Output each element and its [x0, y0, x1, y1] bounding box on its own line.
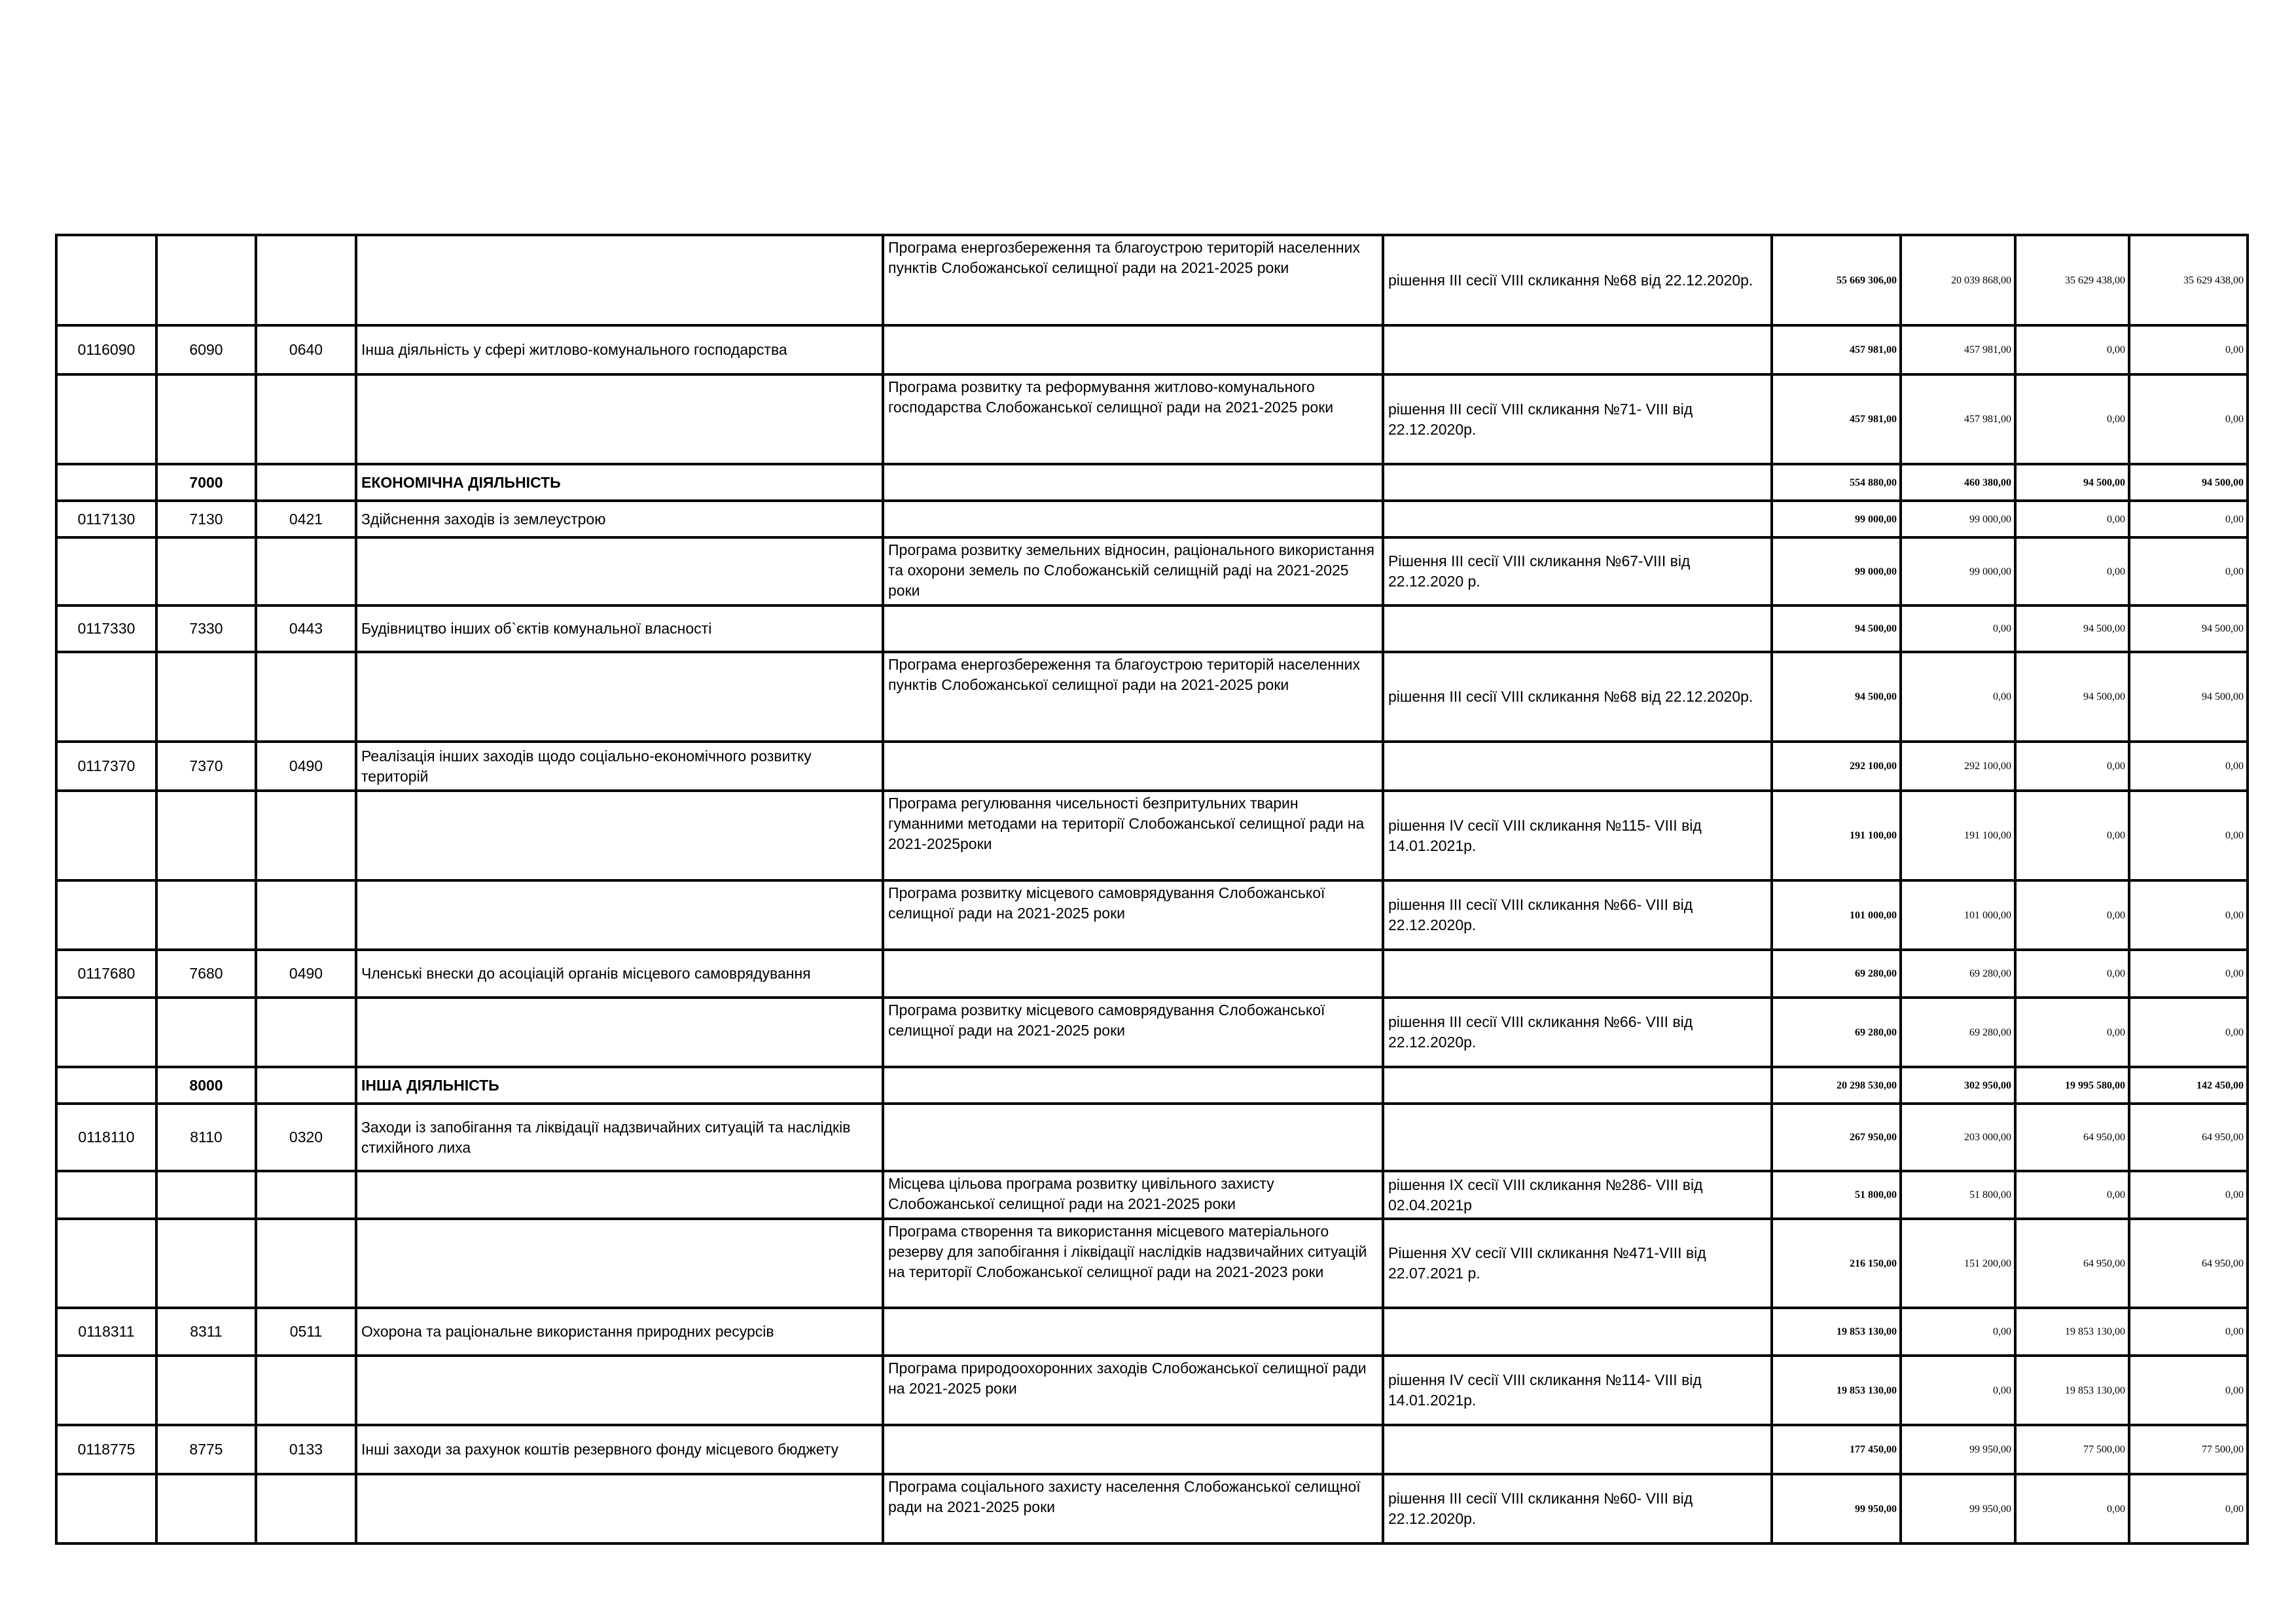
program-code-cell — [56, 880, 156, 950]
classification-code-cell: 0133 — [256, 1425, 356, 1474]
classification-code-cell: 0421 — [256, 501, 356, 537]
program-code-cell — [56, 791, 156, 880]
target-program-cell: Програма соціального захисту населення Слобожанської селищної ради на 2021-2025 роки — [883, 1474, 1383, 1543]
program-name-cell: Інша діяльність у сфері житлово-комунального господарства — [356, 325, 883, 374]
special-fund-cell: 94 500,00 — [2015, 652, 2129, 742]
target-program-cell — [883, 1425, 1383, 1474]
program-name-cell — [356, 880, 883, 950]
general-fund-cell: 20 039 868,00 — [1901, 235, 2015, 325]
classification-code-cell — [256, 464, 356, 501]
program-name-cell — [356, 235, 883, 325]
general-fund-cell: 302 950,00 — [1901, 1067, 2015, 1104]
target-program-cell — [883, 464, 1383, 501]
classification-code-cell — [256, 791, 356, 880]
decision-cell — [1383, 605, 1772, 652]
program-code-cell — [56, 464, 156, 501]
program-code-cell: 0117680 — [56, 950, 156, 998]
special-fund-cell: 0,00 — [2015, 374, 2129, 464]
function-code-cell: 8110 — [156, 1104, 256, 1171]
function-code-cell — [156, 537, 256, 605]
development-budget-cell: 64 950,00 — [2129, 1104, 2248, 1171]
development-budget-cell: 0,00 — [2129, 325, 2248, 374]
development-budget-cell: 0,00 — [2129, 1171, 2248, 1219]
table-row — [56, 1474, 2248, 1543]
decision-cell: рішення ІІІ сесії VІІІ скликання №60- VІІІ від 22.12.2020р. — [1383, 1474, 1772, 1543]
program-code-cell — [56, 1171, 156, 1219]
table-row — [56, 998, 2248, 1067]
target-program-cell — [883, 742, 1383, 791]
table-row — [56, 1308, 2248, 1356]
total-amount-cell: 177 450,00 — [1772, 1425, 1901, 1474]
classification-code-cell: 0511 — [256, 1308, 356, 1356]
table-row — [56, 1171, 2248, 1219]
function-code-cell — [156, 791, 256, 880]
program-code-cell: 0118311 — [56, 1308, 156, 1356]
program-name-cell: Членські внески до асоціацій органів місцевого самоврядування — [356, 950, 883, 998]
general-fund-cell: 457 981,00 — [1901, 374, 2015, 464]
special-fund-cell: 35 629 438,00 — [2015, 235, 2129, 325]
target-program-cell: Місцева цільова програма розвитку цивільного захисту Слобожанської селищної ради на 2021-2025 роки — [883, 1171, 1383, 1219]
special-fund-cell: 0,00 — [2015, 537, 2129, 605]
classification-code-cell — [256, 1067, 356, 1104]
program-name-cell: Реалізація інших заходів щодо соціально-економічного розвитку територій — [356, 742, 883, 791]
decision-cell — [1383, 325, 1772, 374]
classification-code-cell: 0490 — [256, 742, 356, 791]
special-fund-cell: 77 500,00 — [2015, 1425, 2129, 1474]
program-name-cell: ЕКОНОМІЧНА ДІЯЛЬНІСТЬ — [356, 464, 883, 501]
total-amount-cell: 99 950,00 — [1772, 1474, 1901, 1543]
target-program-cell: Програма розвитку та реформування житлово-комунального господарства Слобожанської селищної ради на 2021-2025 роки — [883, 374, 1383, 464]
total-amount-cell: 51 800,00 — [1772, 1171, 1901, 1219]
general-fund-cell: 99 000,00 — [1901, 501, 2015, 537]
classification-code-cell — [256, 1356, 356, 1425]
classification-code-cell — [256, 537, 356, 605]
general-fund-cell: 457 981,00 — [1901, 325, 2015, 374]
function-code-cell — [156, 652, 256, 742]
program-name-cell — [356, 791, 883, 880]
target-program-cell: Програма створення та використання місцевого матеріального резерву для запобігання і ліквідації наслідків надзвичайних ситуацій на території Слобожанської селищної ради на 2021-2023 роки — [883, 1219, 1383, 1308]
program-code-cell — [56, 1356, 156, 1425]
special-fund-cell: 0,00 — [2015, 1474, 2129, 1543]
classification-code-cell: 0490 — [256, 950, 356, 998]
function-code-cell — [156, 235, 256, 325]
classification-code-cell: 0320 — [256, 1104, 356, 1171]
development-budget-cell: 64 950,00 — [2129, 1219, 2248, 1308]
development-budget-cell: 0,00 — [2129, 950, 2248, 998]
special-fund-cell: 94 500,00 — [2015, 464, 2129, 501]
program-code-cell: 0117130 — [56, 501, 156, 537]
general-fund-cell: 151 200,00 — [1901, 1219, 2015, 1308]
special-fund-cell: 0,00 — [2015, 791, 2129, 880]
decision-cell — [1383, 464, 1772, 501]
program-code-cell — [56, 235, 156, 325]
total-amount-cell: 191 100,00 — [1772, 791, 1901, 880]
decision-cell: рішення ІІІ сесії VІІІ скликання №66- VІІІ від 22.12.2020р. — [1383, 998, 1772, 1067]
special-fund-cell: 64 950,00 — [2015, 1219, 2129, 1308]
decision-cell — [1383, 1067, 1772, 1104]
development-budget-cell: 0,00 — [2129, 791, 2248, 880]
target-program-cell — [883, 1104, 1383, 1171]
special-fund-cell: 19 995 580,00 — [2015, 1067, 2129, 1104]
function-code-cell: 8775 — [156, 1425, 256, 1474]
function-code-cell: 7680 — [156, 950, 256, 998]
table-row — [56, 605, 2248, 652]
decision-cell: рішення ІІІ сесії VІІІ скликання №71- VІІІ від 22.12.2020р. — [1383, 374, 1772, 464]
special-fund-cell: 0,00 — [2015, 880, 2129, 950]
development-budget-cell: 94 500,00 — [2129, 652, 2248, 742]
program-name-cell: Будівництво інших об`єктів комунальної власності — [356, 605, 883, 652]
program-name-cell — [356, 1356, 883, 1425]
target-program-cell: Програма розвитку місцевого самоврядування Слобожанської селищної ради на 2021-2025 роки — [883, 880, 1383, 950]
decision-cell: рішення ІІІ сесії VІІІ скликання №66- VІІІ від 22.12.2020р. — [1383, 880, 1772, 950]
program-name-cell: Охорона та раціональне використання природних ресурсів — [356, 1308, 883, 1356]
decision-cell — [1383, 1425, 1772, 1474]
table-row — [56, 742, 2248, 791]
target-program-cell — [883, 325, 1383, 374]
total-amount-cell: 94 500,00 — [1772, 652, 1901, 742]
classification-code-cell — [256, 652, 356, 742]
development-budget-cell: 0,00 — [2129, 1356, 2248, 1425]
program-name-cell — [356, 537, 883, 605]
total-amount-cell: 19 853 130,00 — [1772, 1356, 1901, 1425]
total-amount-cell: 55 669 306,00 — [1772, 235, 1901, 325]
function-code-cell — [156, 1356, 256, 1425]
total-amount-cell: 101 000,00 — [1772, 880, 1901, 950]
target-program-cell — [883, 1067, 1383, 1104]
program-code-cell: 0117330 — [56, 605, 156, 652]
target-program-cell: Програма енергозбереження та благоустрою територій населенних пунктів Слобожанської селищної ради на 2021-2025 роки — [883, 235, 1383, 325]
general-fund-cell: 0,00 — [1901, 1308, 2015, 1356]
table-row — [56, 652, 2248, 742]
program-name-cell: ІНША ДІЯЛЬНІСТЬ — [356, 1067, 883, 1104]
total-amount-cell: 99 000,00 — [1772, 501, 1901, 537]
function-code-cell: 7130 — [156, 501, 256, 537]
development-budget-cell: 0,00 — [2129, 1474, 2248, 1543]
development-budget-cell: 94 500,00 — [2129, 464, 2248, 501]
decision-cell: Рішення ХV сесії VІІІ скликання №471-VІІІ від 22.07.2021 р. — [1383, 1219, 1772, 1308]
general-fund-cell: 99 950,00 — [1901, 1474, 2015, 1543]
table-row — [56, 1425, 2248, 1474]
program-code-cell — [56, 1067, 156, 1104]
total-amount-cell: 554 880,00 — [1772, 464, 1901, 501]
function-code-cell: 7370 — [156, 742, 256, 791]
special-fund-cell: 0,00 — [2015, 1171, 2129, 1219]
classification-code-cell — [256, 374, 356, 464]
general-fund-cell: 203 000,00 — [1901, 1104, 2015, 1171]
table-row — [56, 950, 2248, 998]
development-budget-cell: 0,00 — [2129, 1308, 2248, 1356]
general-fund-cell: 99 950,00 — [1901, 1425, 2015, 1474]
function-code-cell — [156, 1474, 256, 1543]
decision-cell — [1383, 1104, 1772, 1171]
general-fund-cell: 69 280,00 — [1901, 950, 2015, 998]
development-budget-cell: 0,00 — [2129, 880, 2248, 950]
table-row — [56, 791, 2248, 880]
decision-cell: рішення ІХ сесії VІІІ скликання №286- VІІІ від 02.04.2021р — [1383, 1171, 1772, 1219]
function-code-cell — [156, 1219, 256, 1308]
decision-cell — [1383, 950, 1772, 998]
general-fund-cell: 101 000,00 — [1901, 880, 2015, 950]
total-amount-cell: 69 280,00 — [1772, 998, 1901, 1067]
table-row — [56, 374, 2248, 464]
program-name-cell — [356, 1171, 883, 1219]
decision-cell — [1383, 742, 1772, 791]
target-program-cell — [883, 950, 1383, 998]
function-code-cell: 7000 — [156, 464, 256, 501]
total-amount-cell: 99 000,00 — [1772, 537, 1901, 605]
development-budget-cell: 0,00 — [2129, 537, 2248, 605]
program-code-cell — [56, 537, 156, 605]
function-code-cell: 8000 — [156, 1067, 256, 1104]
function-code-cell — [156, 880, 256, 950]
program-code-cell — [56, 1474, 156, 1543]
decision-cell: рішення ІV сесії VІІІ скликання №114- VІІІ від 14.01.2021р. — [1383, 1356, 1772, 1425]
function-code-cell — [156, 998, 256, 1067]
total-amount-cell: 457 981,00 — [1772, 374, 1901, 464]
decision-cell: рішення ІІІ сесії VІІІ скликання №68 від 22.12.2020р. — [1383, 235, 1772, 325]
target-program-cell — [883, 1308, 1383, 1356]
general-fund-cell: 69 280,00 — [1901, 998, 2015, 1067]
table-row — [56, 464, 2248, 501]
table-row — [56, 1067, 2248, 1104]
special-fund-cell: 0,00 — [2015, 998, 2129, 1067]
special-fund-cell: 0,00 — [2015, 742, 2129, 791]
special-fund-cell: 19 853 130,00 — [2015, 1308, 2129, 1356]
general-fund-cell: 51 800,00 — [1901, 1171, 2015, 1219]
general-fund-cell: 0,00 — [1901, 652, 2015, 742]
development-budget-cell: 0,00 — [2129, 501, 2248, 537]
classification-code-cell: 0443 — [256, 605, 356, 652]
general-fund-cell: 292 100,00 — [1901, 742, 2015, 791]
total-amount-cell: 94 500,00 — [1772, 605, 1901, 652]
program-name-cell: Здійснення заходів із землеустрою — [356, 501, 883, 537]
program-code-cell — [56, 374, 156, 464]
total-amount-cell: 292 100,00 — [1772, 742, 1901, 791]
function-code-cell — [156, 374, 256, 464]
development-budget-cell: 0,00 — [2129, 742, 2248, 791]
total-amount-cell: 19 853 130,00 — [1772, 1308, 1901, 1356]
program-code-cell: 0118775 — [56, 1425, 156, 1474]
program-name-cell — [356, 998, 883, 1067]
total-amount-cell: 216 150,00 — [1772, 1219, 1901, 1308]
development-budget-cell: 94 500,00 — [2129, 605, 2248, 652]
budget-programs-table — [55, 234, 2249, 1545]
general-fund-cell: 99 000,00 — [1901, 537, 2015, 605]
program-name-cell — [356, 1219, 883, 1308]
total-amount-cell: 69 280,00 — [1772, 950, 1901, 998]
table-row — [56, 1219, 2248, 1308]
development-budget-cell: 0,00 — [2129, 374, 2248, 464]
special-fund-cell: 64 950,00 — [2015, 1104, 2129, 1171]
special-fund-cell: 0,00 — [2015, 950, 2129, 998]
general-fund-cell: 460 380,00 — [1901, 464, 2015, 501]
program-name-cell: Інші заходи за рахунок коштів резервного фонду місцевого бюджету — [356, 1425, 883, 1474]
classification-code-cell — [256, 998, 356, 1067]
program-code-cell: 0116090 — [56, 325, 156, 374]
table-row — [56, 537, 2248, 605]
classification-code-cell — [256, 1219, 356, 1308]
classification-code-cell — [256, 1474, 356, 1543]
special-fund-cell: 0,00 — [2015, 501, 2129, 537]
decision-cell: рішення ІІІ сесії VІІІ скликання №68 від 22.12.2020р. — [1383, 652, 1772, 742]
program-name-cell — [356, 652, 883, 742]
program-code-cell — [56, 1219, 156, 1308]
development-budget-cell: 142 450,00 — [2129, 1067, 2248, 1104]
target-program-cell: Програма природоохоронних заходів Слобожанської селищної ради на 2021-2025 роки — [883, 1356, 1383, 1425]
target-program-cell: Програма регулювання чисельності безпритульних тварин гуманними методами на території Слобожанської селищної ради на 2021-2025роки — [883, 791, 1383, 880]
general-fund-cell: 0,00 — [1901, 1356, 2015, 1425]
classification-code-cell — [256, 235, 356, 325]
table-row — [56, 1356, 2248, 1425]
development-budget-cell: 0,00 — [2129, 998, 2248, 1067]
total-amount-cell: 457 981,00 — [1772, 325, 1901, 374]
target-program-cell — [883, 501, 1383, 537]
decision-cell: Рішення ІІІ сесії VІІІ скликання №67-VІІІ від 22.12.2020 р. — [1383, 537, 1772, 605]
function-code-cell: 8311 — [156, 1308, 256, 1356]
function-code-cell — [156, 1171, 256, 1219]
general-fund-cell: 0,00 — [1901, 605, 2015, 652]
development-budget-cell: 77 500,00 — [2129, 1425, 2248, 1474]
table-row — [56, 501, 2248, 537]
special-fund-cell: 94 500,00 — [2015, 605, 2129, 652]
function-code-cell: 6090 — [156, 325, 256, 374]
program-name-cell: Заходи із запобігання та ліквідації надзвичайних ситуацій та наслідків стихійного лиха — [356, 1104, 883, 1171]
target-program-cell: Програма розвитку місцевого самоврядування Слобожанської селищної ради на 2021-2025 роки — [883, 998, 1383, 1067]
development-budget-cell: 35 629 438,00 — [2129, 235, 2248, 325]
total-amount-cell: 20 298 530,00 — [1772, 1067, 1901, 1104]
classification-code-cell — [256, 1171, 356, 1219]
classification-code-cell — [256, 880, 356, 950]
program-name-cell — [356, 374, 883, 464]
program-code-cell — [56, 652, 156, 742]
table-row — [56, 235, 2248, 325]
program-code-cell — [56, 998, 156, 1067]
total-amount-cell: 267 950,00 — [1772, 1104, 1901, 1171]
special-fund-cell: 0,00 — [2015, 325, 2129, 374]
program-code-cell: 0118110 — [56, 1104, 156, 1171]
general-fund-cell: 191 100,00 — [1901, 791, 2015, 880]
decision-cell: рішення ІV сесії VІІІ скликання №115- VІІІ від 14.01.2021р. — [1383, 791, 1772, 880]
target-program-cell: Програма енергозбереження та благоустрою територій населенних пунктів Слобожанської селищної ради на 2021-2025 роки — [883, 652, 1383, 742]
classification-code-cell: 0640 — [256, 325, 356, 374]
program-code-cell: 0117370 — [56, 742, 156, 791]
table-row — [56, 880, 2248, 950]
decision-cell — [1383, 1308, 1772, 1356]
function-code-cell: 7330 — [156, 605, 256, 652]
target-program-cell — [883, 605, 1383, 652]
decision-cell — [1383, 501, 1772, 537]
table-row — [56, 1104, 2248, 1171]
special-fund-cell: 19 853 130,00 — [2015, 1356, 2129, 1425]
target-program-cell: Програма розвитку земельних відносин, раціонального використання та охорони земель по Слобожанській селищній раді на 2021-2025 роки — [883, 537, 1383, 605]
program-name-cell — [356, 1474, 883, 1543]
table-row — [56, 325, 2248, 374]
